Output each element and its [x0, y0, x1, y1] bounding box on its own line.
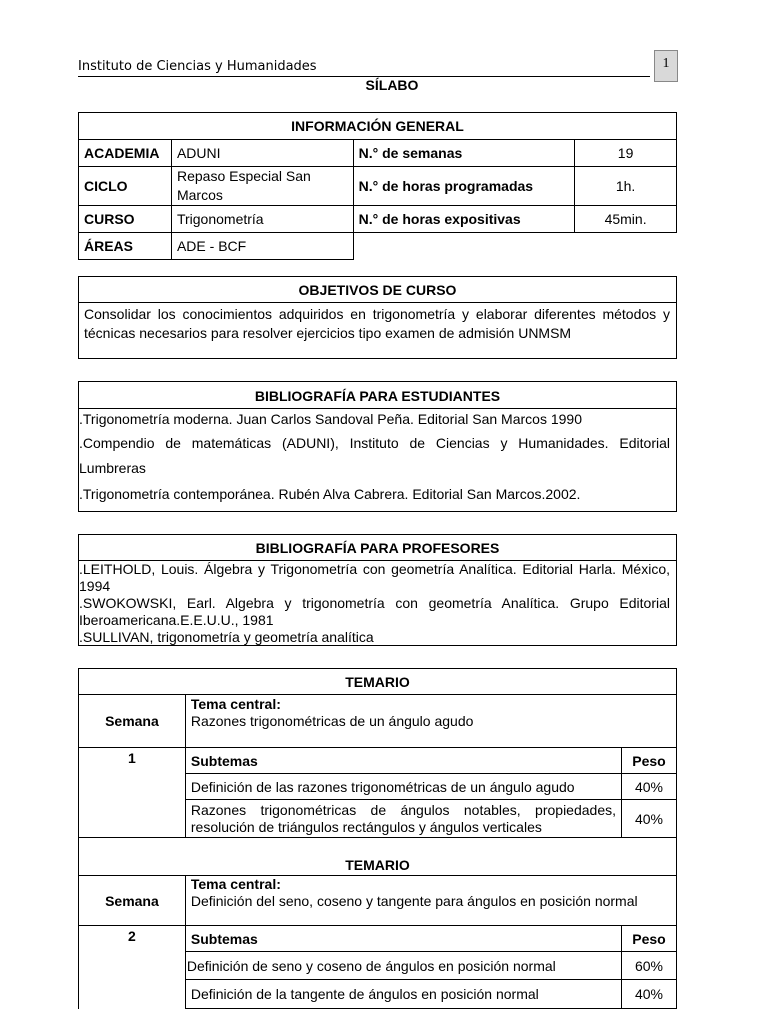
value-academia: ADUNI — [171, 140, 353, 167]
syllabus-table — [78, 668, 677, 1009]
student-bibliography-box — [78, 381, 677, 512]
teacher-bib-item: .LEITHOLD, Louis. Álgebra y Trigonometría con geometría Analítica. Editorial Harla. México, 1994 — [79, 561, 670, 594]
label-semanas: N.° de semanas — [353, 140, 575, 167]
subtema-text: Razones trigonométricas de ángulos notables, propiedades, resolución de triángulos rectángulos y ángulos verticales — [185, 800, 621, 838]
label-ciclo: CICLO — [79, 167, 172, 206]
teacher-bib-item: .SWOKOWSKI, Earl. Algebra y trigonometría con geometría Analítica. Grupo Editorial Iberoamericana.E.E.U.U., 1981 — [79, 595, 670, 628]
label-curso: CURSO — [79, 206, 172, 233]
semana-number: 1 — [79, 748, 186, 838]
tema-central-label: Tema central: — [190, 876, 281, 892]
semana-number: 2 — [79, 926, 186, 1009]
tema-central-label: Tema central: — [190, 696, 281, 712]
institute-name: Instituto de Ciencias y Humanidades — [78, 59, 317, 74]
tema-central-text: Razones trigonométricas de un ángulo agudo — [190, 713, 474, 729]
semana-label: Semana — [79, 695, 186, 748]
objectives-title: OBJETIVOS DE CURSO — [79, 277, 676, 303]
value-ciclo: Repaso Especial San Marcos — [171, 167, 353, 206]
document-title: SÍLABO — [365, 77, 419, 93]
subtema-text: Definición de la tangente de ángulos en posición normal — [185, 980, 621, 1009]
student-bib-item: .Trigonometría contemporánea. Rubén Alva Cabrera. Editorial San Marcos.2002. — [79, 486, 581, 502]
subtema-peso: 40% — [622, 800, 677, 838]
page-number: 1 — [654, 50, 678, 82]
peso-header: Peso — [622, 926, 677, 952]
label-horas-expositivas: N.° de horas expositivas — [353, 206, 575, 233]
teacher-bibliography-box — [78, 534, 677, 646]
objectives-box — [78, 276, 677, 359]
value-horas-expositivas: 45min. — [575, 206, 677, 233]
label-academia: ACADEMIA — [79, 140, 172, 167]
general-info-table — [78, 112, 677, 260]
temario-title: TEMARIO — [79, 838, 677, 876]
teacher-bibliography-title: BIBLIOGRAFÍA PARA PROFESORES — [79, 535, 676, 561]
empty-cell — [353, 233, 575, 260]
student-bibliography-title: BIBLIOGRAFÍA PARA ESTUDIANTES — [79, 382, 676, 409]
subtema-peso: 40% — [622, 980, 677, 1009]
subtemas-header: Subtemas — [185, 926, 621, 952]
subtema-text: Definición de seno y coseno de ángulos en posición normal — [185, 952, 621, 980]
student-bib-item: .Trigonometría moderna. Juan Carlos Sandoval Peña. Editorial San Marcos 1990 — [79, 411, 582, 427]
tema-central-cell — [185, 695, 676, 748]
tema-central-cell — [185, 876, 676, 926]
tema-central-text: Definición del seno, coseno y tangente para ángulos en posición normal — [190, 893, 638, 909]
value-horas-programadas: 1h. — [575, 167, 677, 206]
value-curso: Trigonometría — [171, 206, 353, 233]
subtema-text: Definición de las razones trigonométricas de un ángulo agudo — [185, 774, 621, 800]
peso-header: Peso — [622, 748, 677, 774]
general-info-title: INFORMACIÓN GENERAL — [79, 113, 677, 140]
empty-cell — [575, 233, 677, 260]
objectives-text: Consolidar los conocimientos adquiridos en trigonometría y elaborar diferentes métodos y técnicas necesarios para resolver ejercicios tipo examen de admisión UNMSM — [84, 306, 670, 341]
value-semanas: 19 — [575, 140, 677, 167]
subtema-peso: 40% — [622, 774, 677, 800]
semana-label: Semana — [79, 876, 186, 926]
student-bib-item: .Compendio de matemáticas (ADUNI), Instituto de Ciencias y Humanidades. Editorial Lumbreras — [79, 435, 670, 476]
value-areas: ADE - BCF — [171, 233, 353, 260]
temario-title: TEMARIO — [79, 669, 677, 695]
label-areas: ÁREAS — [79, 233, 172, 260]
subtemas-header: Subtemas — [185, 748, 621, 774]
label-horas-programadas: N.° de horas programadas — [353, 167, 575, 206]
teacher-bib-item: .SULLIVAN, trigonometría y geometría analítica — [79, 629, 374, 645]
subtema-peso: 60% — [622, 952, 677, 980]
